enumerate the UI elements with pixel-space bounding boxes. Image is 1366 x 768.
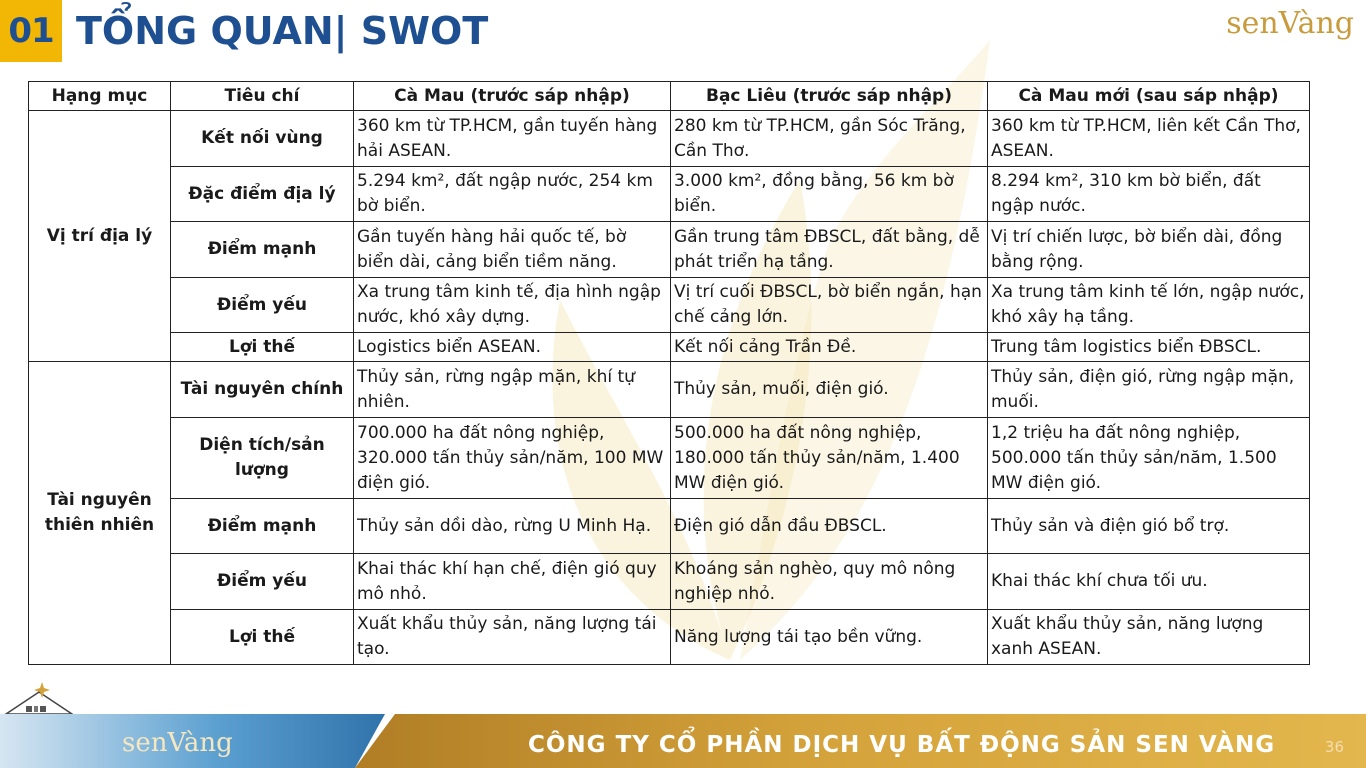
baclieu-cell: Kết nối cảng Trần Đề.: [671, 333, 988, 362]
camau-new-cell: Vị trí chiến lược, bờ biển dài, đồng bằng rộng.: [988, 222, 1310, 278]
table-row: [29, 554, 1310, 610]
table-row: [29, 418, 1310, 499]
table-row: [29, 499, 1310, 554]
baclieu-cell: Năng lượng tái tạo bền vững.: [671, 610, 988, 665]
table-row: [29, 222, 1310, 278]
camau-new-cell: Khai thác khí chưa tối ưu.: [988, 554, 1310, 610]
camau-cell: 360 km từ TP.HCM, gần tuyến hàng hải ASEAN.: [354, 111, 671, 167]
baclieu-cell: Thủy sản, muối, điện gió.: [671, 362, 988, 418]
camau-new-cell: 360 km từ TP.HCM, liên kết Cần Thơ, ASEAN.: [988, 111, 1310, 167]
slide-header: [0, 0, 1366, 62]
criterion-cell: Điểm yếu: [171, 554, 354, 610]
criterion-cell: Đặc điểm địa lý: [171, 167, 354, 222]
brand-logo-bottom: senVàng: [122, 728, 233, 758]
category-cell: Tài nguyên thiên nhiên: [29, 362, 171, 665]
baclieu-cell: Khoáng sản nghèo, quy mô nông nghiệp nhỏ.: [671, 554, 988, 610]
camau-cell: Thủy sản dồi dào, rừng U Minh Hạ.: [354, 499, 671, 554]
camau-cell: Logistics biển ASEAN.: [354, 333, 671, 362]
baclieu-cell: 280 km từ TP.HCM, gần Sóc Trăng, Cần Thơ.: [671, 111, 988, 167]
camau-new-cell: Xuất khẩu thủy sản, năng lượng xanh ASEAN.: [988, 610, 1310, 665]
baclieu-cell: Điện gió dẫn đầu ĐBSCL.: [671, 499, 988, 554]
criterion-cell: Lợi thế: [171, 333, 354, 362]
camau-cell: Khai thác khí hạn chế, điện gió quy mô nhỏ.: [354, 554, 671, 610]
baclieu-cell: 3.000 km², đồng bằng, 56 km bờ biển.: [671, 167, 988, 222]
camau-new-cell: Xa trung tâm kinh tế lớn, ngập nước, khó xây hạ tầng.: [988, 278, 1310, 333]
swot-table: [28, 81, 1310, 665]
criterion-cell: Tài nguyên chính: [171, 362, 354, 418]
baclieu-cell: 500.000 ha đất nông nghiệp, 180.000 tấn thủy sản/năm, 1.400 MW điện gió.: [671, 418, 988, 499]
company-name: CÔNG TY CỔ PHẦN DỊCH VỤ BẤT ĐỘNG SẢN SEN VÀNG: [528, 732, 1276, 758]
camau-cell: Gần tuyến hàng hải quốc tế, bờ biển dài, cảng biển tiềm năng.: [354, 222, 671, 278]
table-row: [29, 167, 1310, 222]
page-number: 36: [1324, 738, 1344, 756]
header-category: Hạng mục: [29, 82, 171, 111]
category-cell: Vị trí địa lý: [29, 111, 171, 362]
header-camau: Cà Mau (trước sáp nhập): [354, 82, 671, 111]
page-title: TỔNG QUAN| SWOT: [76, 9, 489, 53]
brand-logo-top: senVàng: [1226, 6, 1354, 41]
criterion-cell: Lợi thế: [171, 610, 354, 665]
camau-new-cell: Thủy sản, điện gió, rừng ngập mặn, muối.: [988, 362, 1310, 418]
table-row: [29, 278, 1310, 333]
table-row: [29, 333, 1310, 362]
criterion-cell: Điểm yếu: [171, 278, 354, 333]
baclieu-cell: Gần trung tâm ĐBSCL, đất bằng, dễ phát triển hạ tầng.: [671, 222, 988, 278]
camau-cell: 700.000 ha đất nông nghiệp, 320.000 tấn thủy sản/năm, 100 MW điện gió.: [354, 418, 671, 499]
camau-cell: Thủy sản, rừng ngập mặn, khí tự nhiên.: [354, 362, 671, 418]
table-header-row: [29, 82, 1310, 111]
header-baclieu: Bạc Liêu (trước sáp nhập): [671, 82, 988, 111]
qr-house-logo-icon: [4, 682, 74, 714]
camau-new-cell: Thủy sản và điện gió bổ trợ.: [988, 499, 1310, 554]
table-row: [29, 362, 1310, 418]
criterion-cell: Diện tích/sản lượng: [171, 418, 354, 499]
criterion-cell: Điểm mạnh: [171, 222, 354, 278]
camau-cell: Xuất khẩu thủy sản, năng lượng tái tạo.: [354, 610, 671, 665]
camau-new-cell: Trung tâm logistics biển ĐBSCL.: [988, 333, 1310, 362]
slide-footer: [0, 714, 1366, 768]
baclieu-cell: Vị trí cuối ĐBSCL, bờ biển ngắn, hạn chế cảng lớn.: [671, 278, 988, 333]
header-criterion: Tiêu chí: [171, 82, 354, 111]
criterion-cell: Kết nối vùng: [171, 111, 354, 167]
table-row: [29, 610, 1310, 665]
camau-new-cell: 8.294 km², 310 km bờ biển, đất ngập nước.: [988, 167, 1310, 222]
section-number: 01: [0, 0, 62, 62]
camau-cell: Xa trung tâm kinh tế, địa hình ngập nước, khó xây dựng.: [354, 278, 671, 333]
table-row: [29, 111, 1310, 167]
camau-new-cell: 1,2 triệu ha đất nông nghiệp, 500.000 tấn thủy sản/năm, 1.500 MW điện gió.: [988, 418, 1310, 499]
criterion-cell: Điểm mạnh: [171, 499, 354, 554]
header-camau-new: Cà Mau mới (sau sáp nhập): [988, 82, 1310, 111]
camau-cell: 5.294 km², đất ngập nước, 254 km bờ biển.: [354, 167, 671, 222]
